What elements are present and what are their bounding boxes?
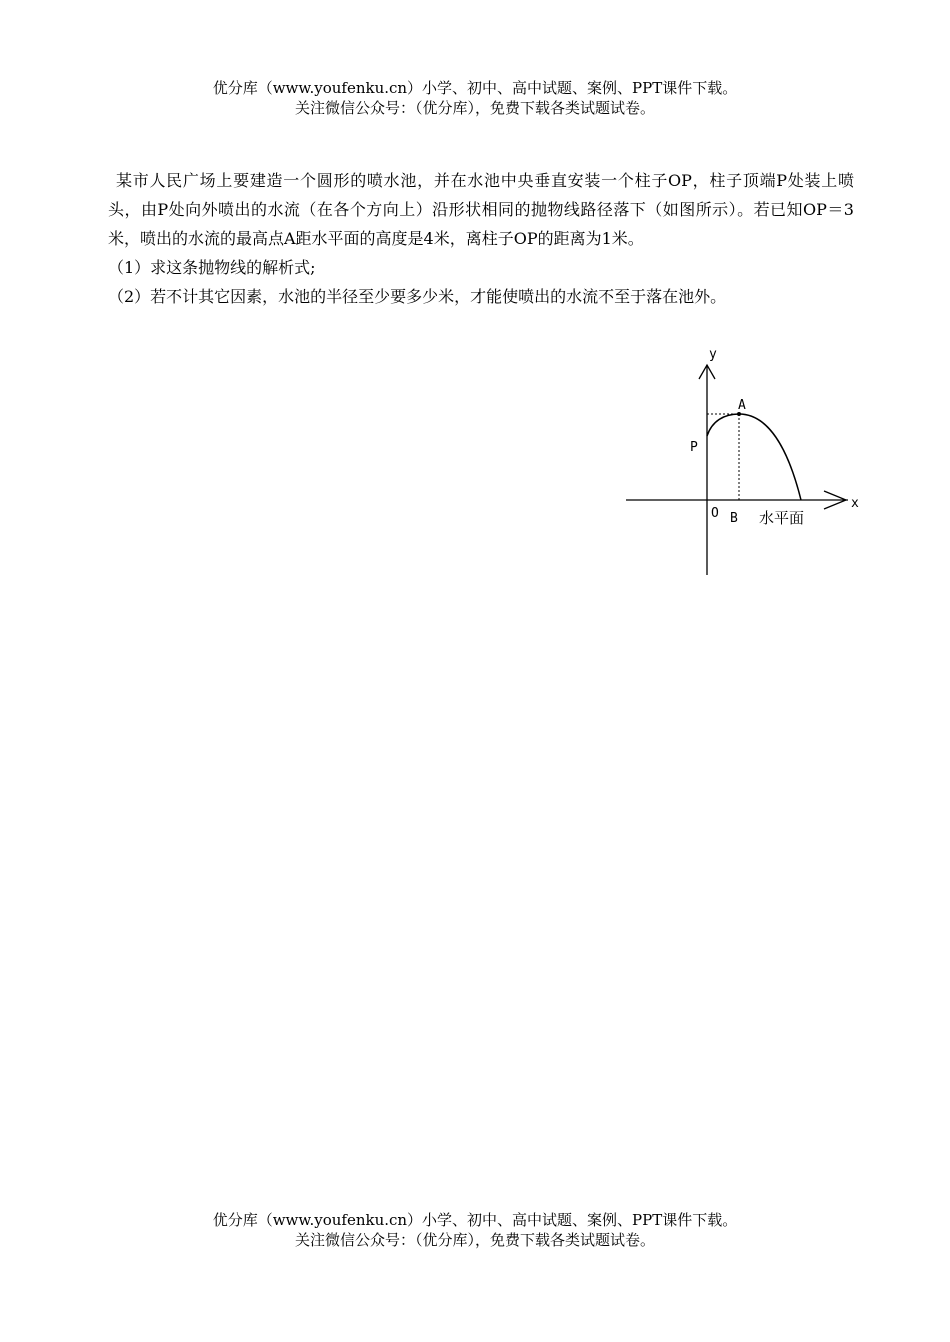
header-line-2: 关注微信公众号：（优分库），免费下载各类试题试卷。 [294,99,655,117]
point-a-label: A [738,398,746,413]
footer-line-1: 优分库（www.youfenku.cn）小学、初中、高中试题、案例、PPT课件下载。 [212,1211,738,1229]
x-axis-label: x [851,496,859,511]
page-footer [0,1210,950,1250]
point-b-label: B [730,511,738,526]
parabola-figure [620,343,870,578]
page-header [0,78,950,118]
question-2: （2）若不计其它因素，水池的半径至少要多少米，才能使喷出的水流不至于落在池外。 [108,287,727,306]
point-p-label: P [690,440,698,455]
question-1: （1）求这条抛物线的解析式; [108,258,316,277]
origin-label: O [711,506,719,521]
ground-label: 水平面 [759,509,805,527]
parabola-curve [707,414,801,500]
figure-svg [620,343,870,578]
header-line-1: 优分库（www.youfenku.cn）小学、初中、高中试题、案例、PPT课件下载。 [212,79,738,97]
footer-line-2: 关注微信公众号：（优分库），免费下载各类试题试卷。 [294,1231,655,1249]
problem-block [108,166,854,311]
problem-stem: 某市人民广场上要建造一个圆形的喷水池，并在水池中央垂直安装一个柱子OP，柱子顶端P处装上喷头，由P处向外喷出的水流（在各个方向上）沿形状相同的抛物线路径落下（如图所示）。若已知OP＝3米，喷出的水流的最高点A距水平面的高度是4米，离柱子OP的距离为1米。 [108,171,854,248]
y-axis-label: y [709,347,717,362]
